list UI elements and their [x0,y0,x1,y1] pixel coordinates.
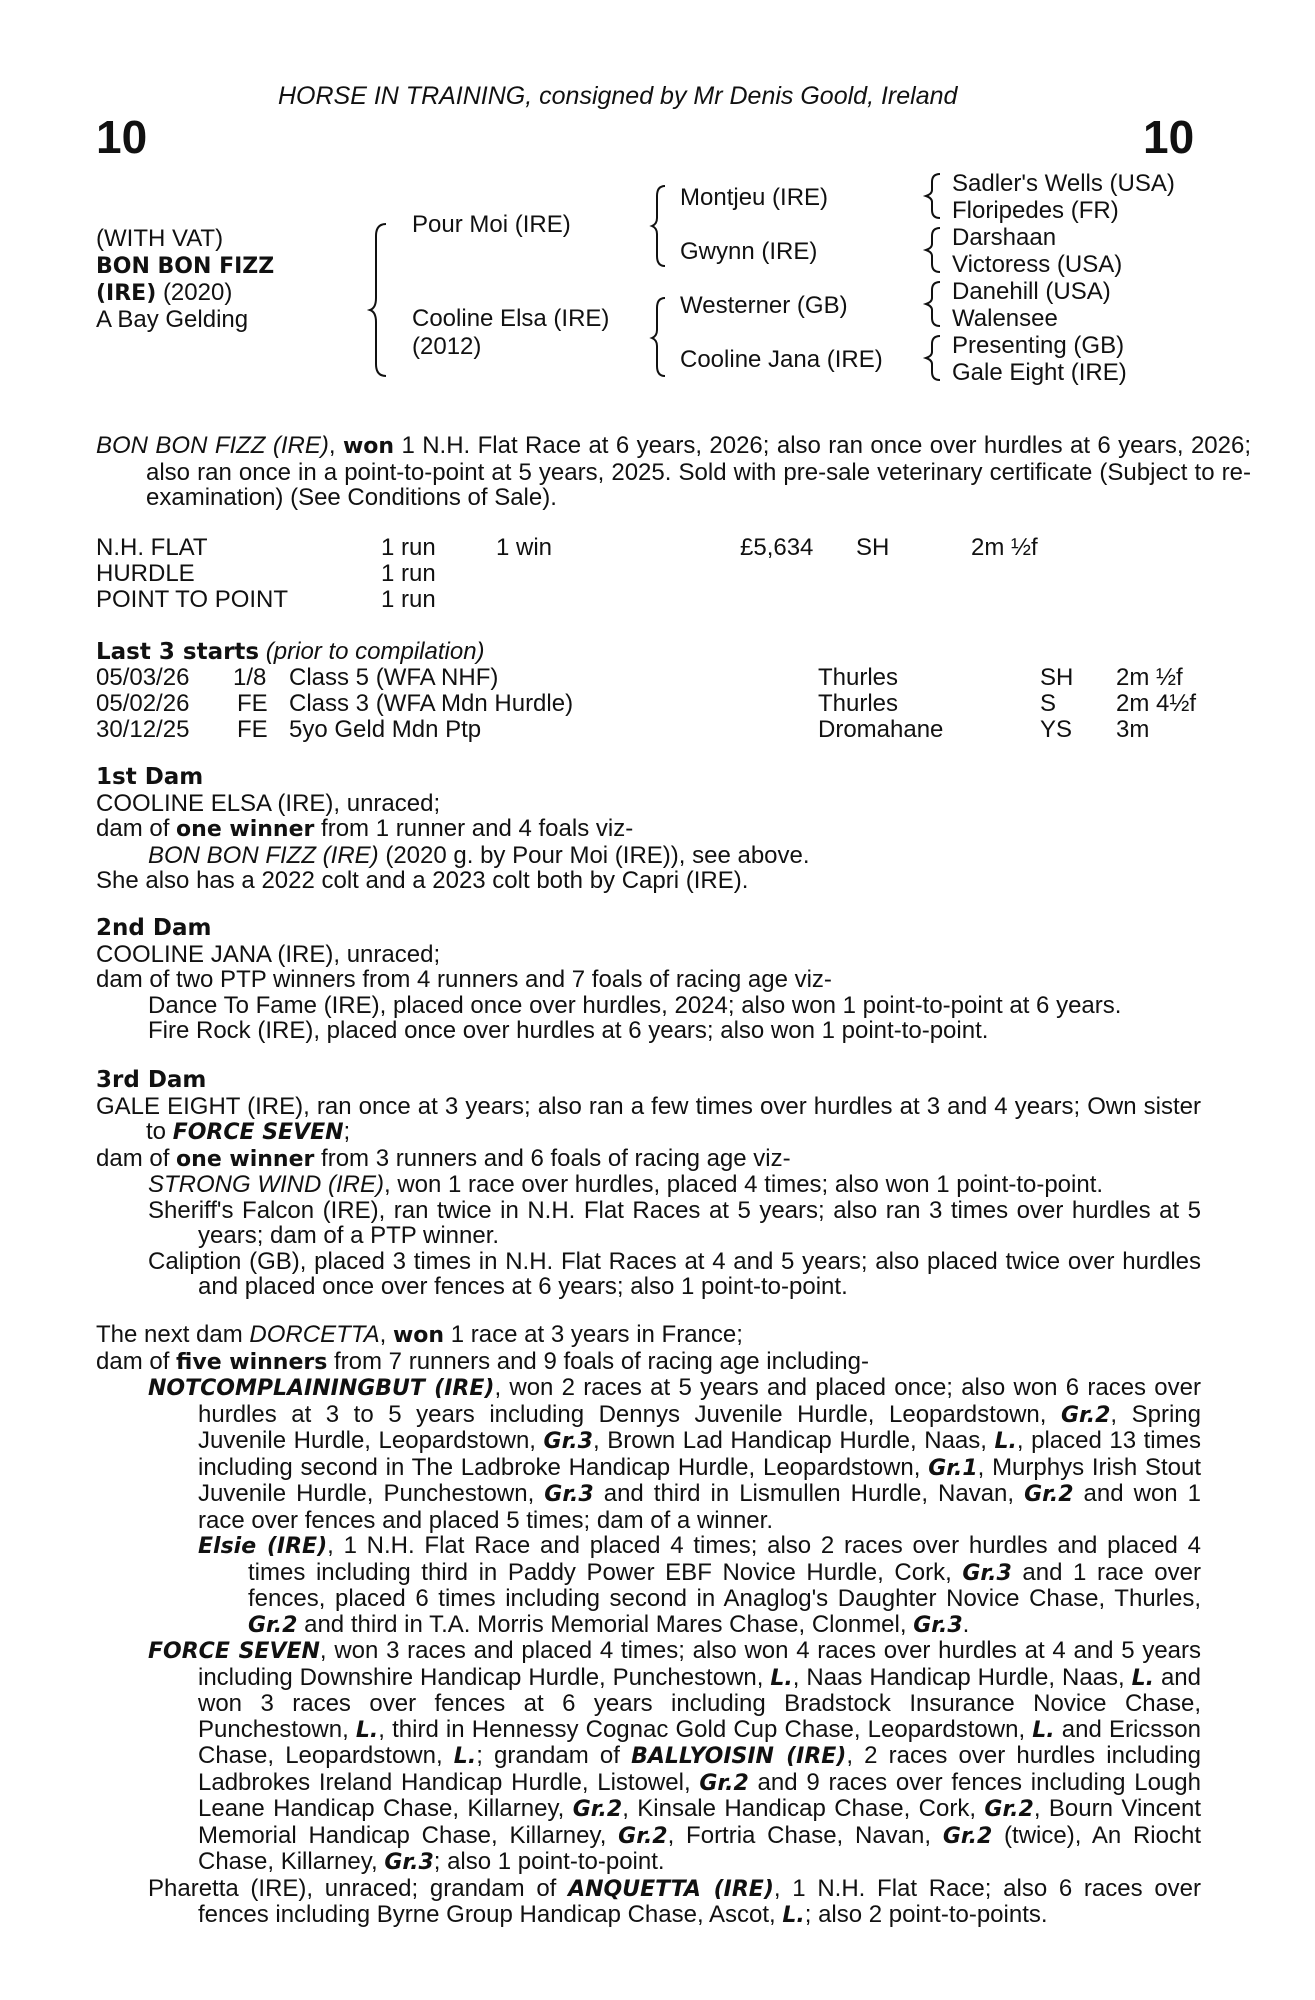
dam-line: dam of one winner from 1 runner and 4 foals viz- [96,815,634,842]
start-date: 30/12/25 [96,716,190,743]
gg-7: Presenting (GB) [952,332,1125,359]
vat-label: (WITH VAT) [96,225,224,252]
second-dam-section [96,916,1201,1044]
record-type: HURDLE [96,560,195,587]
dam-sire: Westerner (GB) [680,292,848,319]
section-heading: 3rd Dam [96,1067,207,1093]
record-type: N.H. FLAT [96,534,208,561]
produce-elsie: Elsie (IRE), 1 N.H. Flat Race and placed 4 times; also 2 races over hurdles and placed 4 times including third in Paddy Power EBF Novice Hurdle, Cork, Gr.3 and 1 race over fences, placed 6 times including second in Anaglog's Daughter Novice Chase, Thurles, Gr.2 and third in T.A. Morris Memorial Mares Chase, Clonmel, Gr.3. [198,1532,1201,1638]
start-going: SH [1040,664,1074,691]
lot-number-left: 10 [96,111,148,163]
dam: Cooline Elsa (IRE) [412,305,610,332]
record-going: SH [856,534,890,561]
start-position: FE [237,690,268,717]
start-distance: 2m ½f [1116,664,1183,691]
gg-1: Sadler's Wells (USA) [952,170,1175,197]
dam-year: (2012) [412,333,482,360]
start-race: Class 3 (WFA Mdn Hurdle) [289,690,574,717]
record-runs: 1 run [381,560,436,587]
lot-number-right: 10 [1143,111,1195,163]
start-race: Class 5 (WFA NHF) [289,664,499,691]
start-going: S [1040,690,1057,717]
produce-line: BON BON FIZZ (IRE) (2020 g. by Pour Moi (IRE)), see above. [148,841,810,869]
horse-name: BON BON FIZZ [96,254,275,279]
race-summary: BON BON FIZZ (IRE), won 1 N.H. Flat Race at 6 years, 2026; also ran once over hurdles at 6 years, 2026; also ran once in a point-to-point at 5 years, 2025. Sold with pre-sale veterinary certificate (Subject to re-examination) (See Conditions of Sale). [96,432,1251,511]
start-race: 5yo Geld Mdn Ptp [289,716,482,743]
record-type: POINT TO POINT [96,586,289,613]
produce-pharetta: Pharetta (IRE), unraced; grandam of ANQUETTA (IRE), 1 N.H. Flat Race; also 6 races over fences including Byrne Group Handicap Chase, Ascot, L.; also 2 point-to-points. [148,1874,1202,1928]
gg-3: Darshaan [952,224,1057,251]
start-course: Thurles [818,690,899,717]
start-course: Thurles [818,664,899,691]
page-header: HORSE IN TRAINING, consigned by Mr Denis Goold, Ireland [278,82,958,110]
start-position: FE [237,716,268,743]
third-dam-section [96,1068,1201,1300]
horse-description: A Bay Gelding [96,306,249,333]
gg-8: Gale Eight (IRE) [952,359,1127,386]
sire-sire: Montjeu (IRE) [680,184,829,211]
produce-notcomplainingbut: NOTCOMPLAININGBUT (IRE), won 2 races at 5 years and placed once; also won 6 races over hurdles at 3 to 5 years including Dennys Juvenile Hurdle, Leopardstown, Gr.2, Spring Juvenile Hurdle, Leopardstown, Gr.3, Brown Lad Handicap Hurdle, Naas, L., placed 13 times including second in The Ladbroke Handicap Hurdle, Leopardstown, Gr.1, Murphys Irish Stout Juvenile Hurdle, Punchestown, Gr.3 and third in Lismullen Hurdle, Navan, Gr.2 and won 1 race over fences and placed 5 times; dam of a winner. [148,1374,1202,1534]
horse-country-year: (IRE) (2020) [96,279,233,306]
start-distance: 3m [1116,716,1150,743]
start-position: 1/8 [233,664,267,691]
dam-line: The next dam DORCETTA, won 1 race at 3 years in France; [96,1321,743,1348]
dam-line: dam of five winners from 7 runners and 9 foals of racing age including- [96,1347,869,1375]
sire: Pour Moi (IRE) [412,211,571,238]
gg-2: Floripedes (FR) [952,197,1119,224]
dam-line: dam of one winner from 3 runners and 6 foals of racing age viz- [96,1144,791,1172]
first-dam-section [96,765,1201,894]
produce-line: Sheriff's Falcon (IRE), ran twice in N.H. Flat Races at 5 years; also ran 3 times over hurdles at 5 years; dam of a PTP winner. [148,1196,1201,1249]
produce-line: Dance To Fame (IRE), placed once over hurdles, 2024; also won 1 point-to-point at 6 years. [148,991,1122,1019]
produce-force-seven: FORCE SEVEN, won 3 races and placed 4 times; also won 4 races over hurdles at 4 and 5 years including Downshire Handicap Hurdle, Punchestown, L., Naas Handicap Hurdle, Naas, L. and won 3 races over fences at 6 years including Bradstock Insurance Novice Chase, Punchestown, L., third in Hennessy Cognac Gold Cup Chase, Leopardstown, L. and Ericsson Chase, Leopardstown, L.; grandam of BALLYOISIN (IRE), 2 races over hurdles including Ladbrokes Ireland Handicap Hurdle, Listowel, Gr.2 and 9 races over fences including Lough Leane Handicap Chase, Killarney, Gr.2, Kinsale Handicap Chase, Cork, Gr.2, Bourn Vincent Memorial Handicap Chase, Killarney, Gr.2, Fortria Chase, Navan, Gr.2 (twice), An Riocht Chase, Killarney, Gr.3; also 1 point-to-point. [148,1637,1202,1875]
dam-line: COOLINE JANA (IRE), unraced; [96,940,441,968]
record-prize: £5,634 [740,534,814,561]
dam-dam: Cooline Jana (IRE) [680,346,883,373]
section-heading: 1st Dam [96,764,204,790]
start-distance: 2m 4½f [1116,690,1197,717]
start-course: Dromahane [818,716,944,743]
produce-line: STRONG WIND (IRE), won 1 race over hurdles, placed 4 times; also won 1 point-to-point. [148,1171,1104,1198]
dam-line: GALE EIGHT (IRE), ran once at 3 years; also ran a few times over hurdles at 3 and 4 years; Own sister to FORCE SEVEN; [96,1092,1201,1145]
gg-6: Walensee [952,305,1058,332]
record-wins: 1 win [496,534,553,561]
section-heading: 2nd Dam [96,915,212,941]
start-date: 05/03/26 [96,664,190,691]
start-going: YS [1040,716,1073,743]
next-dam-section [96,1322,1201,1929]
record-runs: 1 run [381,586,436,613]
dam-line: dam of two PTP winners from 4 runners and 7 foals of racing age viz- [96,966,832,993]
record-distance: 2m ½f [971,534,1038,561]
record-runs: 1 run [381,534,436,561]
start-date: 05/02/26 [96,690,190,717]
gg-5: Danehill (USA) [952,278,1111,305]
dam-line: She also has a 2022 colt and a 2023 colt both by Capri (IRE). [96,867,749,894]
dam-line: COOLINE ELSA (IRE), unraced; [96,789,441,817]
gg-4: Victoress (USA) [952,251,1123,278]
produce-line: Fire Rock (IRE), placed once over hurdles at 6 years; also won 1 point-to-point. [148,1017,989,1044]
last3-heading: Last 3 starts (prior to compilation) [96,638,485,665]
produce-line: Caliption (GB), placed 3 times in N.H. Flat Races at 4 and 5 years; also placed twice over hurdles and placed once over fences at 6 years; also 1 point-to-point. [148,1247,1201,1300]
sire-dam: Gwynn (IRE) [680,238,818,265]
